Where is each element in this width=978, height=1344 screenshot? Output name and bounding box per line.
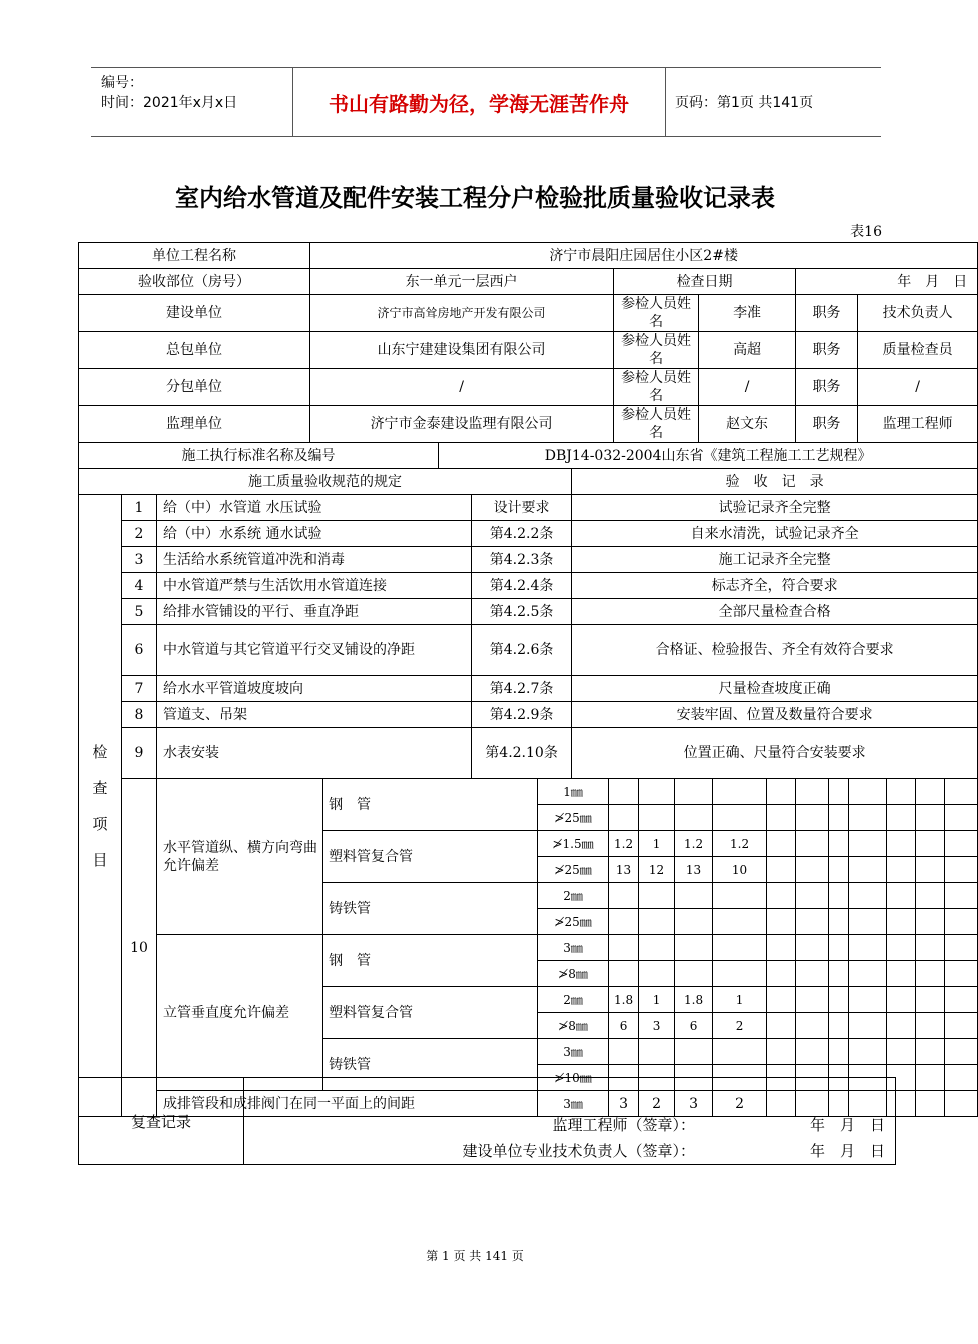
pipe-type: 铸铁管 (323, 883, 538, 935)
empty-cell (945, 857, 978, 883)
measured-value: 2 (713, 1013, 767, 1039)
participant-label: 参检人员姓名 (614, 332, 699, 369)
measured-value: 2 (639, 1091, 675, 1117)
empty-cell (887, 987, 916, 1013)
table-row (79, 243, 978, 269)
empty-cell (916, 1013, 945, 1039)
item-description: 管道支、吊架 (157, 702, 472, 728)
empty-cell (887, 1039, 916, 1065)
position-value: 技术负责人 (858, 295, 978, 332)
empty-cell (945, 883, 978, 909)
position-label: 职务 (796, 332, 858, 369)
empty-cell (767, 779, 796, 805)
measured-value (639, 779, 675, 805)
company-value: 济宁市高耸房地产开发有限公司 (310, 295, 614, 332)
empty-cell (849, 935, 887, 961)
tolerance: ≯25㎜ (538, 857, 609, 883)
position-value: / (858, 369, 978, 406)
empty-cell (829, 961, 849, 987)
empty-cell (916, 987, 945, 1013)
empty-cell (767, 987, 796, 1013)
item-record: 尺量检查坡度正确 (572, 676, 978, 702)
participant-name: 李准 (699, 295, 796, 332)
inspection-table (78, 242, 978, 1117)
tolerance: 3㎜ (538, 935, 609, 961)
empty-cell (796, 909, 829, 935)
empty-cell (945, 935, 978, 961)
empty-cell (887, 935, 916, 961)
item-number: 5 (122, 599, 157, 625)
measured-value: 1.2 (609, 831, 639, 857)
empty-cell (887, 831, 916, 857)
page-footer: 第 1 页 共 141 页 (426, 1249, 524, 1263)
empty-cell (796, 1039, 829, 1065)
participant-label: 参检人员姓名 (614, 295, 699, 332)
participant-label: 参检人员姓名 (614, 369, 699, 406)
pipe-type: 塑料管复合管 (323, 987, 538, 1039)
table-row (79, 625, 978, 676)
number-label: 编号： (101, 75, 143, 91)
review-signatures (244, 1078, 896, 1165)
empty-cell (887, 779, 916, 805)
empty-cell (767, 883, 796, 909)
role-label: 建设单位 (79, 295, 310, 332)
empty-cell (916, 779, 945, 805)
measured-value (609, 909, 639, 935)
measured-value (639, 883, 675, 909)
empty-cell (887, 1013, 916, 1039)
position-value: 监理工程师 (858, 406, 978, 443)
tolerance: 2㎜ (538, 883, 609, 909)
table-row (79, 702, 978, 728)
measured-value: 3 (675, 1091, 713, 1117)
item-description: 给（中）水管道 水压试验 (157, 495, 472, 521)
empty-cell (767, 1013, 796, 1039)
measured-value: 6 (675, 1013, 713, 1039)
measured-value (609, 805, 639, 831)
measured-value: 1.8 (675, 987, 713, 1013)
page-title: 室内给水管道及配件安装工程分户检验批质量验收记录表 (175, 184, 775, 212)
item-description: 给排水管铺设的平行、垂直净距 (157, 599, 472, 625)
table-row (79, 779, 978, 805)
empty-cell (945, 1039, 978, 1065)
position-label: 职务 (796, 406, 858, 443)
empty-cell (829, 909, 849, 935)
item-clause: 第4.2.3条 (472, 547, 572, 573)
empty-cell (849, 987, 887, 1013)
empty-cell (916, 1065, 945, 1091)
participant-name: 高超 (699, 332, 796, 369)
table-row (79, 1078, 896, 1165)
empty-cell (796, 883, 829, 909)
item-description: 给（中）水系统 通水试验 (157, 521, 472, 547)
empty-cell (945, 1065, 978, 1091)
item-number: 1 (122, 495, 157, 521)
measured-value (675, 779, 713, 805)
empty-cell (849, 883, 887, 909)
check-items-label (79, 495, 122, 1117)
table-row (79, 935, 978, 961)
measured-value: 13 (609, 857, 639, 883)
table-row (79, 406, 978, 443)
table-row (79, 573, 978, 599)
header-meta (91, 68, 292, 136)
participant-name: / (699, 369, 796, 406)
item-record: 合格证、检验报告、齐全有效符合要求 (572, 625, 978, 676)
item-number: 10 (122, 779, 157, 1117)
empty-cell (945, 1091, 978, 1117)
item-clause: 设计要求 (472, 495, 572, 521)
item-clause: 第4.2.7条 (472, 676, 572, 702)
supervisor-signature-date: 年 月 日 (809, 1116, 885, 1134)
item-description: 中水管道严禁与生活饮用水管道连接 (157, 573, 472, 599)
pipe-type: 钢 管 (323, 779, 538, 831)
empty-cell (849, 831, 887, 857)
empty-cell (945, 909, 978, 935)
table-row (79, 332, 978, 369)
measured-value (713, 1039, 767, 1065)
table-row (79, 599, 978, 625)
empty-cell (796, 987, 829, 1013)
builder-signature-date: 年 月 日 (809, 1142, 885, 1160)
position-label: 职务 (796, 369, 858, 406)
header-motto: 书山有路勤为径，学海无涯苦作舟 (329, 91, 629, 116)
measured-value: 6 (609, 1013, 639, 1039)
measured-value (609, 961, 639, 987)
review-label: 复查记录 (79, 1078, 244, 1165)
measured-value (713, 805, 767, 831)
empty-cell (829, 935, 849, 961)
measured-value (713, 935, 767, 961)
tolerance: ≯25㎜ (538, 805, 609, 831)
empty-cell (887, 857, 916, 883)
empty-cell (849, 909, 887, 935)
measured-value (639, 909, 675, 935)
measured-value (639, 961, 675, 987)
item-number: 6 (122, 625, 157, 676)
record-header: 验 收 记 录 (572, 469, 978, 495)
item-number: 2 (122, 521, 157, 547)
empty-cell (767, 1039, 796, 1065)
item-record: 安装牢固、位置及数量符合要求 (572, 702, 978, 728)
empty-cell (767, 935, 796, 961)
item-record: 自来水清洗，试验记录齐全 (572, 521, 978, 547)
item-clause: 第4.2.6条 (472, 625, 572, 676)
measured-value (713, 961, 767, 987)
empty-cell (767, 805, 796, 831)
table-row (79, 495, 978, 521)
measured-value (609, 1039, 639, 1065)
participant-name: 赵文东 (699, 406, 796, 443)
tolerance: ≯25㎜ (538, 909, 609, 935)
empty-cell (916, 1091, 945, 1117)
empty-cell (849, 1013, 887, 1039)
empty-cell (829, 857, 849, 883)
empty-cell (829, 805, 849, 831)
participant-label: 参检人员姓名 (614, 406, 699, 443)
empty-cell (945, 961, 978, 987)
measured-value: 3 (639, 1013, 675, 1039)
item-number: 4 (122, 573, 157, 599)
empty-cell (796, 935, 829, 961)
empty-cell (767, 961, 796, 987)
measured-value (609, 883, 639, 909)
empty-cell (829, 1039, 849, 1065)
role-label: 总包单位 (79, 332, 310, 369)
item-clause: 第4.2.4条 (472, 573, 572, 599)
empty-cell (829, 779, 849, 805)
acceptance-part-label: 验收部位（房号） (79, 269, 310, 295)
empty-cell (829, 831, 849, 857)
empty-cell (887, 805, 916, 831)
empty-cell (796, 779, 829, 805)
spec-header: 施工质量验收规范的规定 (79, 469, 572, 495)
empty-cell (796, 857, 829, 883)
measured-value: 1 (639, 987, 675, 1013)
measured-value: 3 (609, 1091, 639, 1117)
empty-cell (916, 831, 945, 857)
unit-project-value: 济宁市晨阳庄园居住小区2#楼 (310, 243, 978, 269)
empty-cell (829, 883, 849, 909)
time-label: 时间：2021年x月x日 (101, 95, 238, 111)
empty-cell (767, 831, 796, 857)
header-page-info: 页码：第1页 共141页 (675, 95, 814, 111)
empty-cell (916, 1039, 945, 1065)
vertical-label: 检 查 项 目 (92, 742, 108, 869)
tolerance: 2㎜ (538, 987, 609, 1013)
horizontal-deviation-label: 水平管道纵、横方向弯曲允许偏差 (157, 779, 323, 935)
empty-cell (916, 961, 945, 987)
position-value: 质量检查员 (858, 332, 978, 369)
role-label: 分包单位 (79, 369, 310, 406)
measured-value (713, 909, 767, 935)
item-record: 标志齐全，符合要求 (572, 573, 978, 599)
item-number: 3 (122, 547, 157, 573)
table-row (79, 521, 978, 547)
empty-cell (916, 909, 945, 935)
pipe-type: 塑料管复合管 (323, 831, 538, 883)
measured-value: 1.2 (713, 831, 767, 857)
table-number: 表16 (850, 224, 882, 240)
header-divider (665, 68, 666, 136)
empty-cell (916, 883, 945, 909)
empty-cell (796, 961, 829, 987)
empty-cell (849, 779, 887, 805)
measured-value (713, 779, 767, 805)
empty-cell (887, 961, 916, 987)
item-clause: 第4.2.5条 (472, 599, 572, 625)
measured-value (609, 935, 639, 961)
empty-cell (829, 1013, 849, 1039)
check-date-value: 年 月 日 (796, 269, 978, 295)
measured-value (675, 935, 713, 961)
empty-cell (849, 961, 887, 987)
item-description: 给水水平管道坡度坡向 (157, 676, 472, 702)
table-row (79, 443, 978, 469)
unit-project-label: 单位工程名称 (79, 243, 310, 269)
measured-value (675, 909, 713, 935)
table-row (79, 469, 978, 495)
measured-value: 13 (675, 857, 713, 883)
item-number: 8 (122, 702, 157, 728)
measured-value: 1.2 (675, 831, 713, 857)
item-record: 试验记录齐全完整 (572, 495, 978, 521)
measured-value: 1 (713, 987, 767, 1013)
supervisor-signature-label: 监理工程师（签章）： (552, 1116, 695, 1134)
empty-cell (849, 857, 887, 883)
empty-cell (829, 987, 849, 1013)
item-record: 施工记录齐全完整 (572, 547, 978, 573)
builder-signature-label: 建设单位专业技术负责人（签章）： (462, 1142, 695, 1160)
tolerance: 3㎜ (538, 1039, 609, 1065)
empty-cell (796, 831, 829, 857)
standard-label: 施工执行标准名称及编号 (79, 443, 439, 469)
empty-cell (767, 857, 796, 883)
empty-cell (849, 805, 887, 831)
item-description: 水表安装 (157, 728, 472, 779)
item-clause: 第4.2.10条 (472, 728, 572, 779)
company-value: 济宁市金泰建设监理有限公司 (310, 406, 614, 443)
measured-value: 1 (639, 831, 675, 857)
company-value: / (310, 369, 614, 406)
empty-cell (887, 883, 916, 909)
table-row (79, 369, 978, 406)
item-number: 7 (122, 676, 157, 702)
item-clause: 第4.2.9条 (472, 702, 572, 728)
item-clause: 第4.2.2条 (472, 521, 572, 547)
review-table (78, 1077, 896, 1165)
position-label: 职务 (796, 295, 858, 332)
measured-value: 10 (713, 857, 767, 883)
empty-cell (945, 779, 978, 805)
empty-cell (945, 1013, 978, 1039)
empty-cell (796, 805, 829, 831)
empty-cell (916, 935, 945, 961)
measured-value (675, 805, 713, 831)
company-value: 山东宁建建设集团有限公司 (310, 332, 614, 369)
measured-value: 2 (713, 1091, 767, 1117)
empty-cell (916, 805, 945, 831)
empty-cell (945, 805, 978, 831)
measured-value (639, 1039, 675, 1065)
item-record: 全部尺量检查合格 (572, 599, 978, 625)
measured-value (675, 961, 713, 987)
vertical-deviation-label: 立管垂直度允许偏差 (157, 935, 323, 1091)
empty-cell (887, 909, 916, 935)
table-row (79, 676, 978, 702)
measured-value: 12 (639, 857, 675, 883)
item-record: 位置正确、尺量符合安装要求 (572, 728, 978, 779)
tolerance: ≯8㎜ (538, 1013, 609, 1039)
spacing-label: 成排管段和成排阀门在同一平面上的间距 (157, 1091, 538, 1117)
item-description: 生活给水系统管道冲洗和消毒 (157, 547, 472, 573)
empty-cell (767, 909, 796, 935)
empty-cell (916, 857, 945, 883)
tolerance: 1㎜ (538, 779, 609, 805)
table-row (79, 547, 978, 573)
table-row (79, 295, 978, 332)
check-date-label: 检查日期 (614, 269, 796, 295)
measured-value (639, 935, 675, 961)
pipe-type: 钢 管 (323, 935, 538, 987)
tolerance: 3㎜ (538, 1091, 609, 1117)
table-row (79, 728, 978, 779)
measured-value (713, 883, 767, 909)
empty-cell (945, 831, 978, 857)
tolerance: ≯8㎜ (538, 961, 609, 987)
empty-cell (945, 987, 978, 1013)
role-label: 监理单位 (79, 406, 310, 443)
measured-value (675, 1039, 713, 1065)
item-number: 9 (122, 728, 157, 779)
measured-value (609, 779, 639, 805)
empty-cell (849, 1039, 887, 1065)
document-header (91, 67, 881, 137)
measured-value (639, 805, 675, 831)
measured-value: 1.8 (609, 987, 639, 1013)
tolerance: ≯10㎜ (538, 1065, 609, 1091)
pipe-type: 铸铁管 (323, 1039, 538, 1091)
tolerance: ≯1.5㎜ (538, 831, 609, 857)
item-description: 中水管道与其它管道平行交叉铺设的净距 (157, 625, 472, 676)
table-row (79, 269, 978, 295)
standard-value: DBJ14-032-2004山东省《建筑工程施工工艺规程》 (439, 443, 978, 469)
empty-cell (796, 1013, 829, 1039)
acceptance-part-value: 东一单元一层西户 (310, 269, 614, 295)
measured-value (675, 883, 713, 909)
